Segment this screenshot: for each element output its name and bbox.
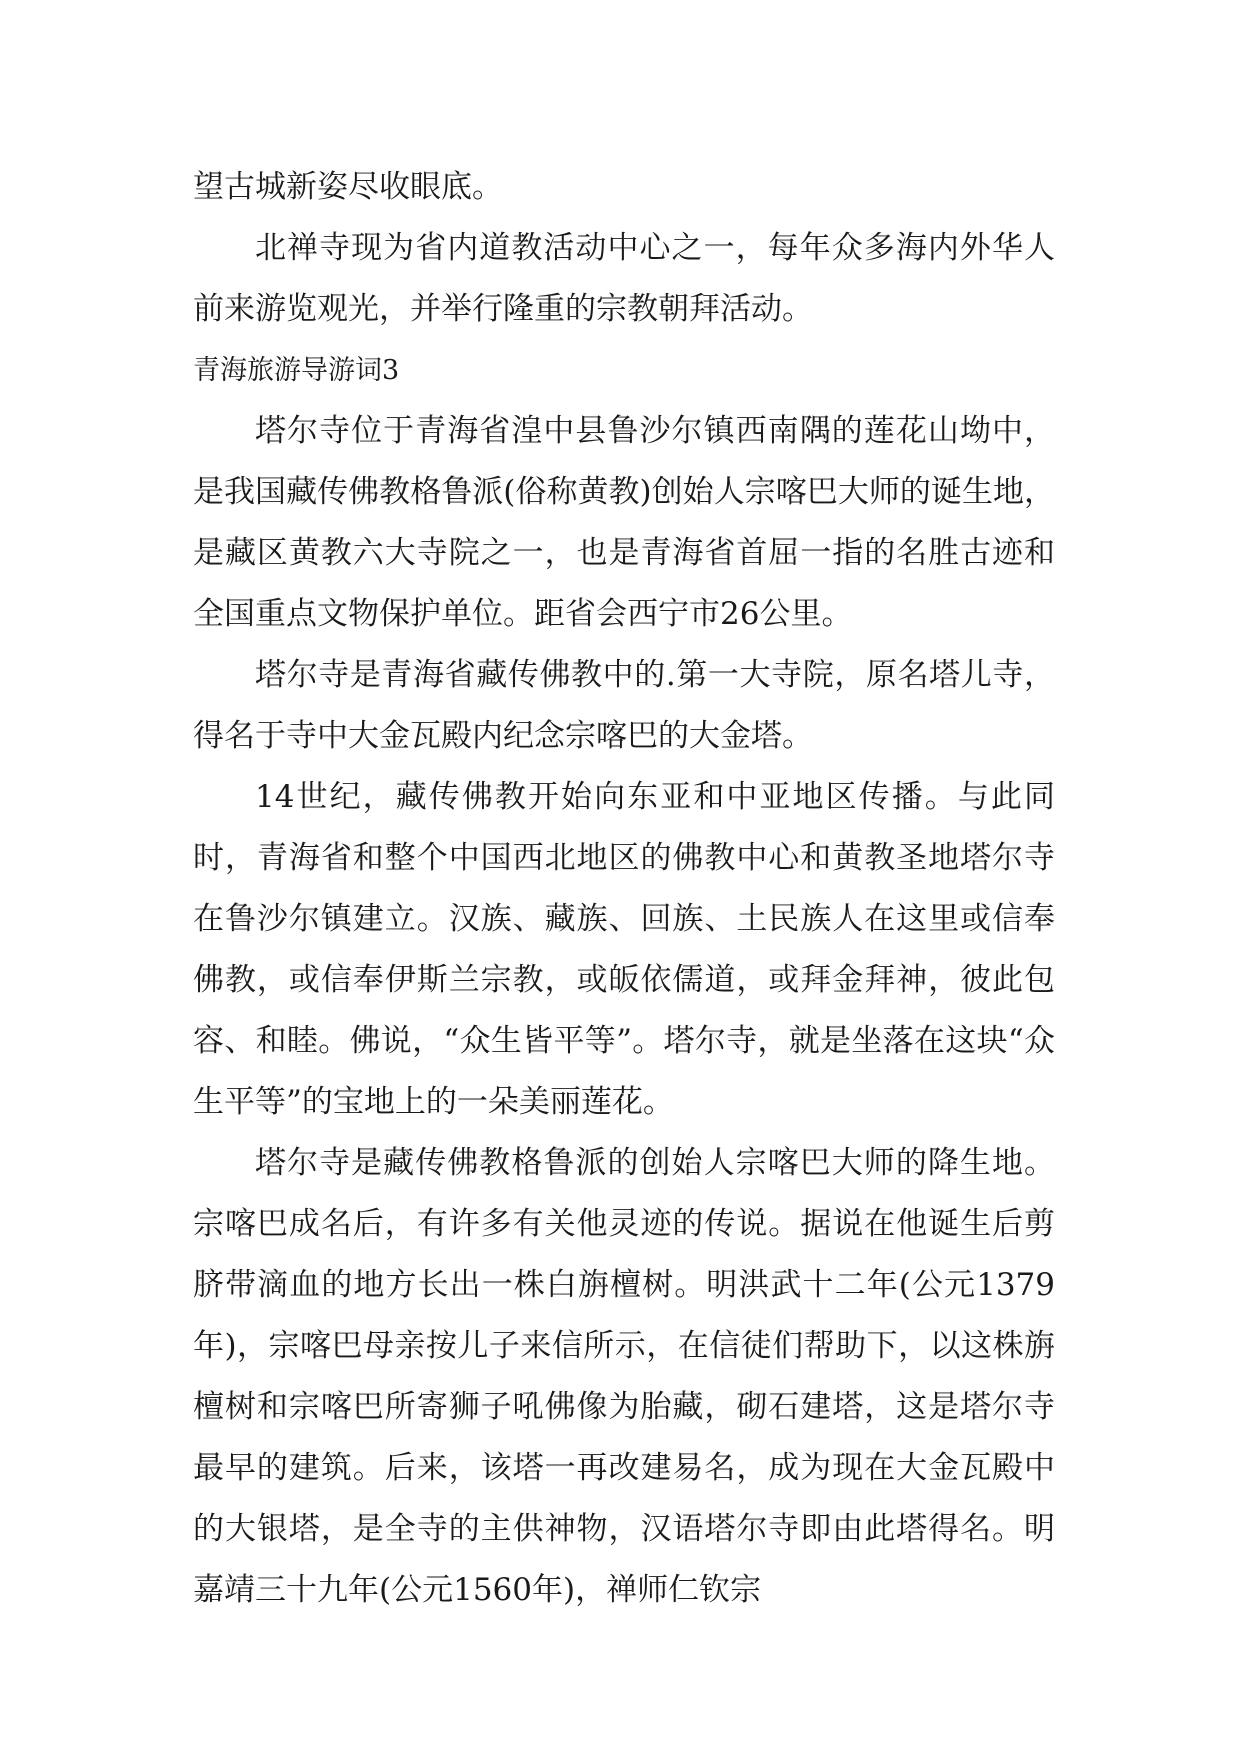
section-heading: 青海旅游导游词3	[193, 355, 400, 386]
paragraph-taer-name-origin: 塔尔寺是青海省藏传佛教中的.第一大寺院，原名塔儿寺，得名于寺中大金瓦殿内纪念宗喀巴的大金塔。	[193, 657, 1055, 754]
paragraph-birthplace: 塔尔寺是藏传佛教格鲁派的创始人宗喀巴大师的降生地。宗喀巴成名后，有许多有关他灵迹的传说。据说在他诞生后剪脐带滴血的地方长出一株白旃檀树。明洪武十二年(公元1379年)，宗喀巴母亲按儿子来信所示，在信徒们帮助下，以这株旃檀树和宗喀巴所寄狮子吼佛像为胎藏，砌石建塔，这是塔尔寺最早的建筑。后来，该塔一再改建易名，成为现在大金瓦殿中的大银塔，是全寺的主供神物，汉语塔尔寺即由此塔得名。明嘉靖三十九年(公元1560年)，禅师仁钦宗	[193, 1145, 1055, 1608]
paragraph-history: 14世纪，藏传佛教开始向东亚和中亚地区传播。与此同时，青海省和整个中国西北地区的佛教中心和黄教圣地塔尔寺在鲁沙尔镇建立。汉族、藏族、回族、土民族人在这里或信奉佛教，或信奉伊斯兰宗教，或皈依儒道，或拜金拜神，彼此包容、和睦。佛说，“众生皆平等”。塔尔寺，就是坐落在这块“众生平等”的宝地上的一朵美丽莲花。	[193, 779, 1055, 1120]
paragraph-continuation: 望古城新姿尽收眼底。	[193, 169, 503, 205]
document-body	[193, 157, 1055, 1621]
paragraph-taer-location: 塔尔寺位于青海省湟中县鲁沙尔镇西南隅的莲花山坳中，是我国藏传佛教格鲁派(俗称黄教)创始人宗喀巴大师的诞生地，是藏区黄教六大寺院之一，也是青海省首屈一指的名胜古迹和全国重点文物保护单位。距省会西宁市26公里。	[193, 413, 1055, 632]
paragraph-beichan-temple: 北禅寺现为省内道教活动中心之一，每年众多海内外华人前来游览观光，并举行隆重的宗教朝拜活动。	[193, 230, 1055, 327]
